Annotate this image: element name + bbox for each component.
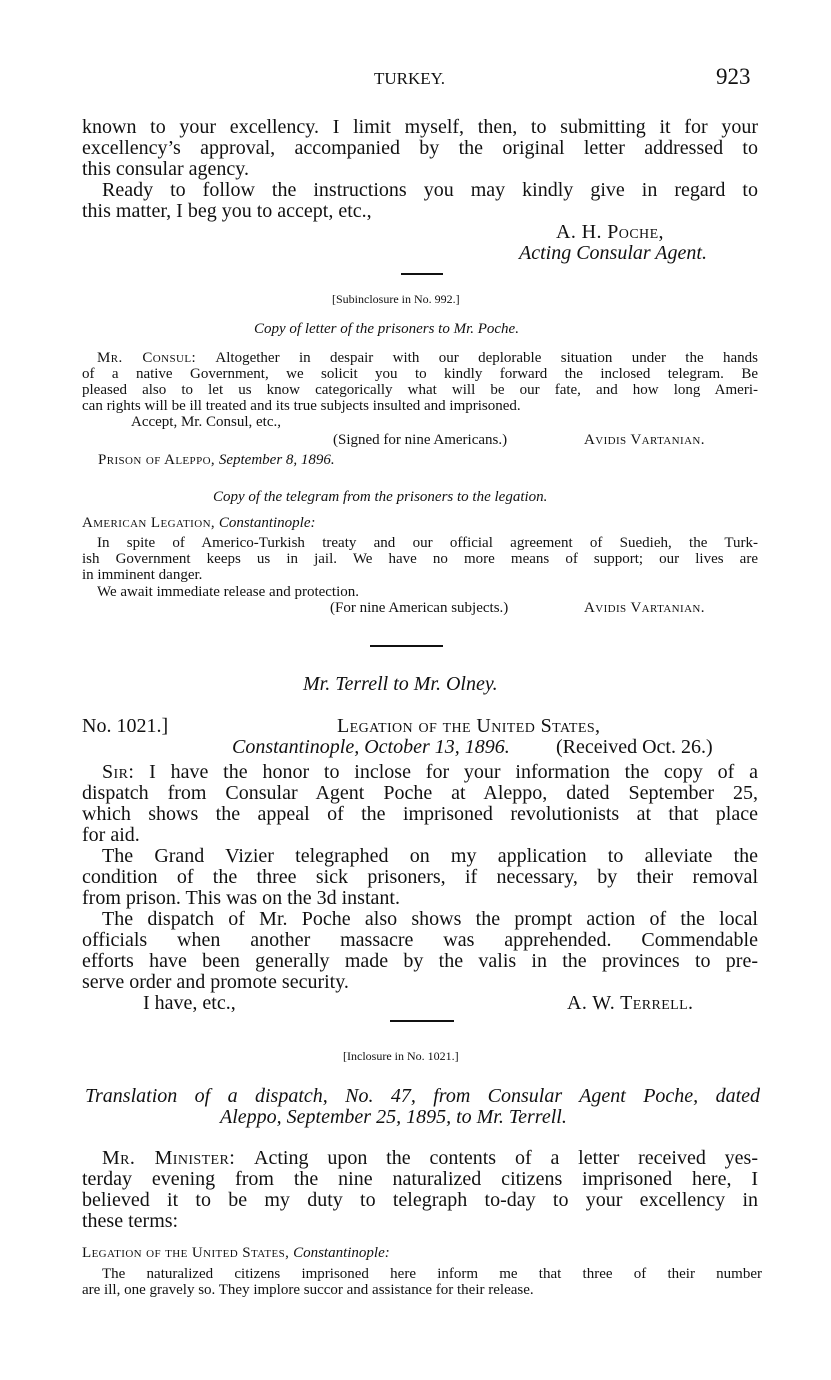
letter-para1-line1: Sir: I have the honor to inclose for your information the copy of a [102, 761, 758, 783]
inclosure-telegram-address: Legation of the United States, Constantinople: [82, 1245, 390, 1261]
subinclosure-place: Prison of Aleppo, [98, 452, 216, 468]
letter-number: No. 1021.] [82, 715, 169, 737]
top-para1-line3: this consular agency. [82, 158, 249, 180]
telegram-body-line1: In spite of Americo-Turkish treaty and our official agreement of Suedieh, the Turk- [97, 535, 758, 551]
inclosure-body-line2: terday evening from the nine naturalized citizens imprisoned here, I [82, 1168, 758, 1190]
section-rule [401, 273, 443, 275]
inclosure-body-line3: believed it to be my duty to telegraph to-day to your excellency in [82, 1189, 758, 1211]
letter-legation: Legation of the United States, [337, 715, 601, 737]
inclosure-title-line1: Translation of a dispatch, No. 47, from Consular Agent Poche, dated [85, 1085, 760, 1107]
signature-title: Acting Consular Agent. [519, 242, 707, 264]
letter-para3-line2: officials when another massacre was apprehended. Commendable [82, 929, 758, 951]
letter-para3-line1: The dispatch of Mr. Poche also shows the prompt action of the local [102, 908, 758, 930]
inclosure-telegram-line2: are ill, one gravely so. They implore succor and assistance for their release. [82, 1282, 534, 1298]
inclosure-heading: [Inclosure in No. 1021.] [343, 1049, 459, 1063]
subinclosure-dateline [98, 452, 335, 468]
inclosure-title-line2: Aleppo, September 25, 1895, to Mr. Terrell. [220, 1106, 567, 1128]
telegram-address: American Legation, Constantinople: [82, 515, 316, 531]
page-number: 923 [716, 64, 751, 89]
subinclosure-salutation: Mr. Consul: [97, 350, 197, 366]
letter-salutation: Sir: [102, 761, 135, 783]
running-title: TURKEY. [374, 69, 445, 88]
inclosure-telegram-line1: The naturalized citizens imprisoned here inform me that three of their number [102, 1266, 762, 1282]
telegram-body-line2: ish Government keeps us in jail. We have no more means of support; our lives are [82, 551, 758, 567]
letter-para2-line1: The Grand Vizier telegraphed on my application to alleviate the [102, 845, 758, 867]
subinclosure-body-line3: pleased also to let us know categorically what will be our fate, and how long Ameri- [82, 382, 758, 398]
letter-para1-line2: dispatch from Consular Agent Poche at Aleppo, dated September 25, [82, 782, 758, 804]
subinclosure-body-line1: Mr. Consul: Altogether in despair with our deplorable situation under the hands [97, 350, 759, 366]
telegram-line2: We await immediate release and protection. [97, 584, 360, 600]
subinclosure-title: Copy of letter of the prisoners to Mr. Poche. [254, 321, 519, 337]
letter-para1-line4: for aid. [82, 824, 140, 846]
top-para1-line1: known to your excellency. I limit myself, then, to submitting it for your [82, 116, 758, 138]
inclosure-body-line1: Mr. Minister: Acting upon the contents of a letter received yes- [102, 1147, 759, 1169]
letter-para1-line3: which shows the appeal of the imprisoned revolutionists at that place [82, 803, 758, 825]
telegram-signer: Avidis Vartanian. [584, 600, 705, 616]
letter-received: (Received Oct. 26.) [556, 736, 713, 758]
letter-closing: I have, etc., [143, 992, 236, 1014]
subinclosure-body-line2: of a native Government, we solicit you to kindly forward the inclosed telegram. Be [82, 366, 758, 382]
letter-para3-line4: serve order and promote security. [82, 971, 349, 993]
subinclosure-heading: [Subinclosure in No. 992.] [332, 292, 460, 306]
telegram-body-line3: in imminent danger. [82, 567, 203, 583]
telegram-signed-note: (For nine American subjects.) [330, 600, 509, 616]
telegram-title: Copy of the telegram from the prisoners to the legation. [213, 489, 548, 505]
letter-para2-line2: condition of the three sick prisoners, if necessary, by their removal [82, 866, 758, 888]
letter-signer: A. W. Terrell. [567, 992, 694, 1014]
section-rule [390, 1020, 454, 1022]
subinclosure-body-line4: can rights will be ill treated and its true subjects insulted and imprisoned. [82, 398, 521, 414]
top-para1-line2: excellency’s approval, accompanied by the original letter addressed to [82, 137, 758, 159]
top-para2-line2: this matter, I beg you to accept, etc., [82, 200, 372, 222]
subinclosure-closing: Accept, Mr. Consul, etc., [131, 414, 281, 430]
letter-para2-line3: from prison. This was on the 3d instant. [82, 887, 400, 909]
letter-dateline: Constantinople, October 13, 1896. [232, 736, 510, 758]
section-rule [370, 645, 443, 647]
top-para2-line1: Ready to follow the instructions you may kindly give in regard to [102, 179, 758, 201]
inclosure-salutation: Mr. Minister: [102, 1147, 236, 1169]
subinclosure-signer: Avidis Vartanian. [584, 432, 705, 448]
subinclosure-signed-note: (Signed for nine Americans.) [333, 432, 508, 448]
signature-poche: A. H. Poche, [556, 221, 664, 243]
subinclosure-date: September 8, 1896. [218, 452, 335, 468]
letter-title: Mr. Terrell to Mr. Olney. [303, 673, 498, 695]
inclosure-body-line4: these terms: [82, 1210, 179, 1232]
letter-para3-line3: efforts have been generally made by the valis in the provinces to pre- [82, 950, 758, 972]
